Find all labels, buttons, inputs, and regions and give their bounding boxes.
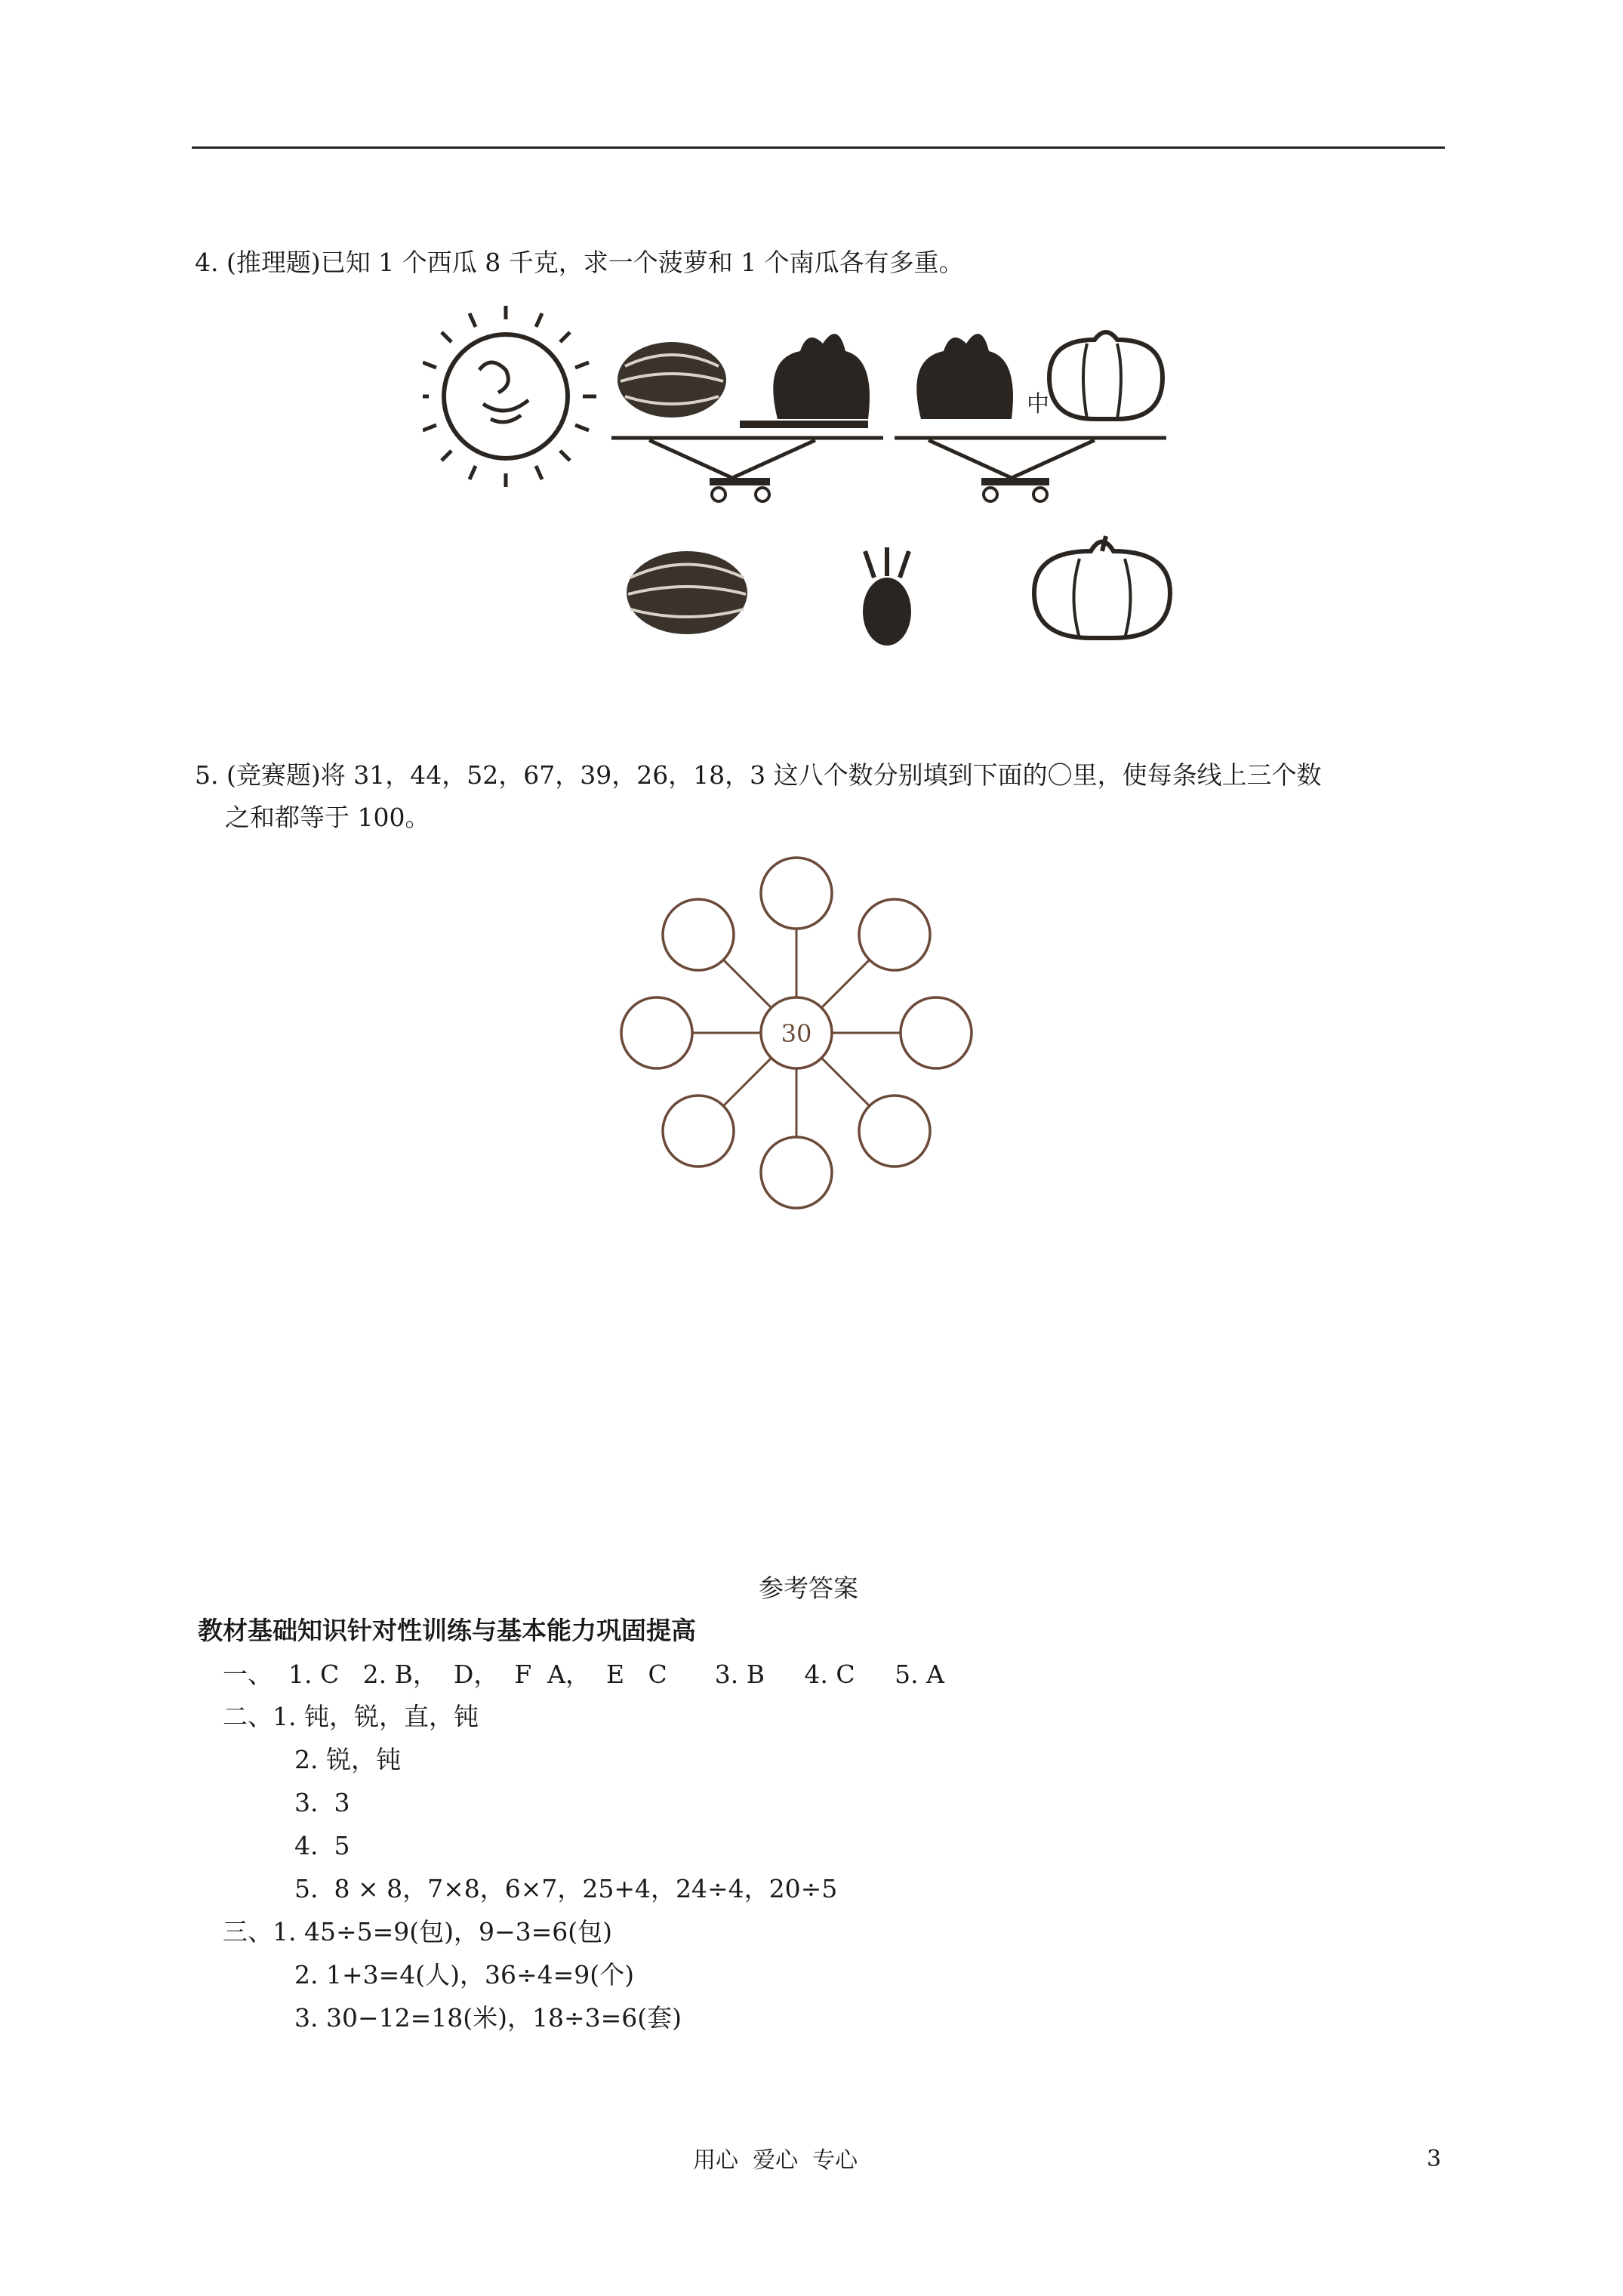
- outer-circle-bottom-left[interactable]: [663, 1096, 734, 1166]
- answers-section-heading: 教材基础知识针对性训练与基本能力巩固提高: [198, 1616, 696, 1645]
- outer-circle-right[interactable]: [901, 997, 972, 1068]
- sun-icon: [423, 306, 596, 487]
- question-text: (竞赛题)将 31，44，52，67，39，26，18，3 这八个数分别填到下面的〇里，使每条线上三个数: [226, 760, 1322, 790]
- question-5-line-1: [195, 759, 1322, 792]
- question-number: 5.: [195, 760, 219, 790]
- question-number: 4.: [195, 248, 219, 277]
- answer-line-6: 5. 8 × 8，7×8，6×7，25+4，24÷4，20÷5: [294, 1874, 838, 1903]
- outer-circle-top[interactable]: [761, 858, 832, 929]
- balance-scale-illustration: [423, 298, 1208, 653]
- answer-line-3: 2. 锐，钝: [294, 1745, 401, 1774]
- answer-line-1: 一、 1. C 2. B， D， F A， E C 3. B 4. C 5. A: [223, 1660, 944, 1689]
- outer-circle-top-left[interactable]: [663, 899, 734, 970]
- footer-motto: 用心 爱心 专心: [693, 2147, 858, 2174]
- header-rule: [192, 146, 1445, 149]
- pumpkin-icon: [1034, 536, 1170, 638]
- scale-mark-right: 中: [1027, 391, 1049, 418]
- outer-circle-bottom-right[interactable]: [859, 1096, 930, 1166]
- number-circle-diagram: [615, 852, 978, 1214]
- answer-line-8: 2. 1+3=4(人)，36÷4=9(个): [294, 1960, 635, 1989]
- answer-line-9: 3. 30−12=18(米)，18÷3=6(套): [294, 2003, 682, 2032]
- watermelon-icon: [627, 551, 747, 634]
- outer-circle-top-right[interactable]: [859, 899, 930, 970]
- answer-line-5: 4. 5: [294, 1831, 350, 1860]
- pineapple-icon: [863, 547, 911, 646]
- question-5-line-2: 之和都等于 100。: [225, 803, 430, 832]
- answers-title: 参考答案: [759, 1573, 858, 1603]
- page-number: 3: [1427, 2146, 1442, 2172]
- left-balance-scale: [611, 334, 883, 501]
- outer-circle-bottom[interactable]: [761, 1137, 832, 1208]
- answer-line-7: 三、1. 45÷5=9(包)，9−3=6(包): [223, 1917, 613, 1946]
- answer-line-4: 3. 3: [294, 1788, 350, 1817]
- scale-mark-left: 中: [784, 384, 806, 410]
- question-text: (推理题)已知 1 个西瓜 8 千克，求一个菠萝和 1 个南瓜各有多重。: [226, 248, 964, 277]
- answer-line-2: 二、1. 钝，锐，直，钝: [223, 1702, 479, 1731]
- center-value: 30: [781, 1019, 812, 1048]
- outer-circle-left[interactable]: [621, 997, 692, 1068]
- right-balance-scale: [895, 332, 1166, 501]
- question-4: [195, 246, 964, 279]
